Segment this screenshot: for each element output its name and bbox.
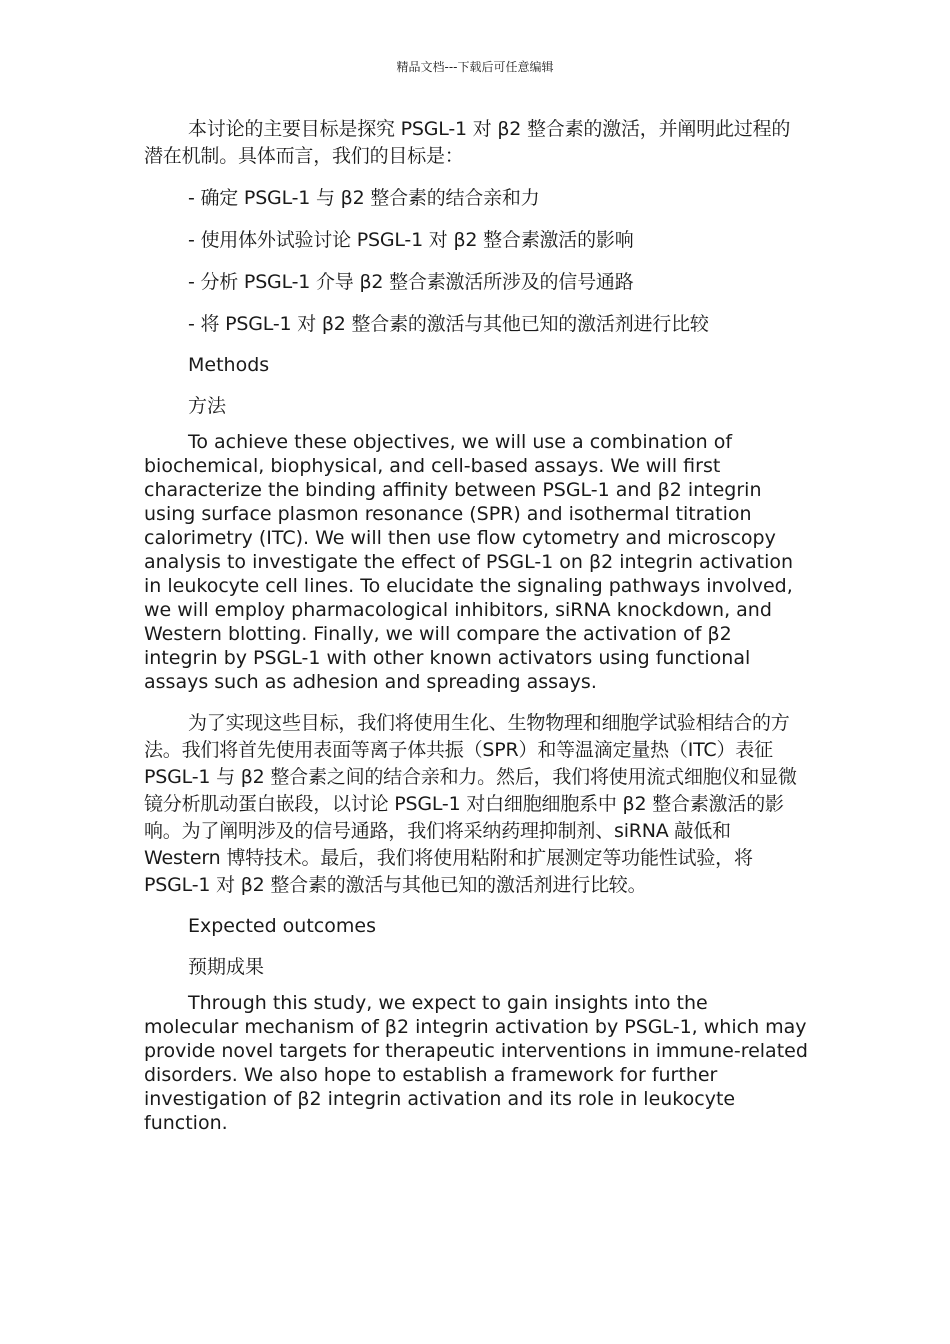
methods-paragraph-zh: 为了实现这些目标，我们将使用生化、生物物理和细胞学试验相结合的方法。我们将首先使用表面等离子体共振（SPR）和等温滴定量热（ITC）表征 PSGL-1 与 β2 整合素之间的结合亲和力。然后，我们将使用流式细胞仪和显微镜分析肌动蛋白嵌段，以讨论 PSGL-1 对白细胞细胞系中 β2 整合素激活的影响。为了阐明涉及的信号通路，我们将采纳药理抑制剂、siRNA 敲低和 Western 博特技术。最后，我们将使用粘附和扩展测定等功能性试验，将 PSGL-1 对 β2 整合素的激活与其他已知的激活剂进行比较。 — [144, 712, 797, 896]
methods-paragraph-en: To achieve these objectives, we will use a combination of biochemical, biophysical, and cell-based assays. We will first characterize the binding affinity between PSGL-1 and β2 integrin using surface plasmon resonance (SPR) and isothermal titration calorimetry (ITC). We will then use flow cytometry and microscopy analysis to investigate the effect of PSGL-1 on β2 integrin activation in leukocyte cell lines. To elucidate the signaling pathways involved, we will employ pharmacological inhibitors, siRNA knockdown, and Western blotting. Finally, we will compare the activation of β2 integrin by PSGL-1 with other known activators using functional assays such as adhesion and spreading assays. — [144, 431, 794, 693]
page-header: 精品文档---下载后可任意编辑 — [396, 60, 554, 74]
objective-item: - 将 PSGL-1 对 β2 整合素的激活与其他已知的激活剂进行比较 — [188, 313, 709, 335]
intro-paragraph-zh: 本讨论的主要目标是探究 PSGL-1 对 β2 整合素的激活，并阐明此过程的潜在机制。具体而言，我们的目标是： — [144, 118, 791, 167]
objective-item: - 确定 PSGL-1 与 β2 整合素的结合亲和力 — [188, 187, 540, 209]
outcomes-heading-en: Expected outcomes — [188, 915, 376, 937]
outcomes-heading-zh: 预期成果 — [188, 956, 265, 978]
objective-item: - 分析 PSGL-1 介导 β2 整合素激活所涉及的信号通路 — [188, 271, 634, 293]
outcomes-paragraph-en: Through this study, we expect to gain insights into the molecular mechanism of β2 integrin activation by PSGL-1, which may provide novel targets for therapeutic interventions in immune-related disorders. We also hope to establish a framework for further investigation of β2 integrin activation and its role in leukocyte function. — [144, 992, 808, 1134]
objective-item: - 使用体外试验讨论 PSGL-1 对 β2 整合素激活的影响 — [188, 229, 634, 251]
methods-heading-zh: 方法 — [188, 395, 227, 417]
methods-heading-en: Methods — [188, 354, 270, 376]
document-body — [144, 116, 808, 1135]
